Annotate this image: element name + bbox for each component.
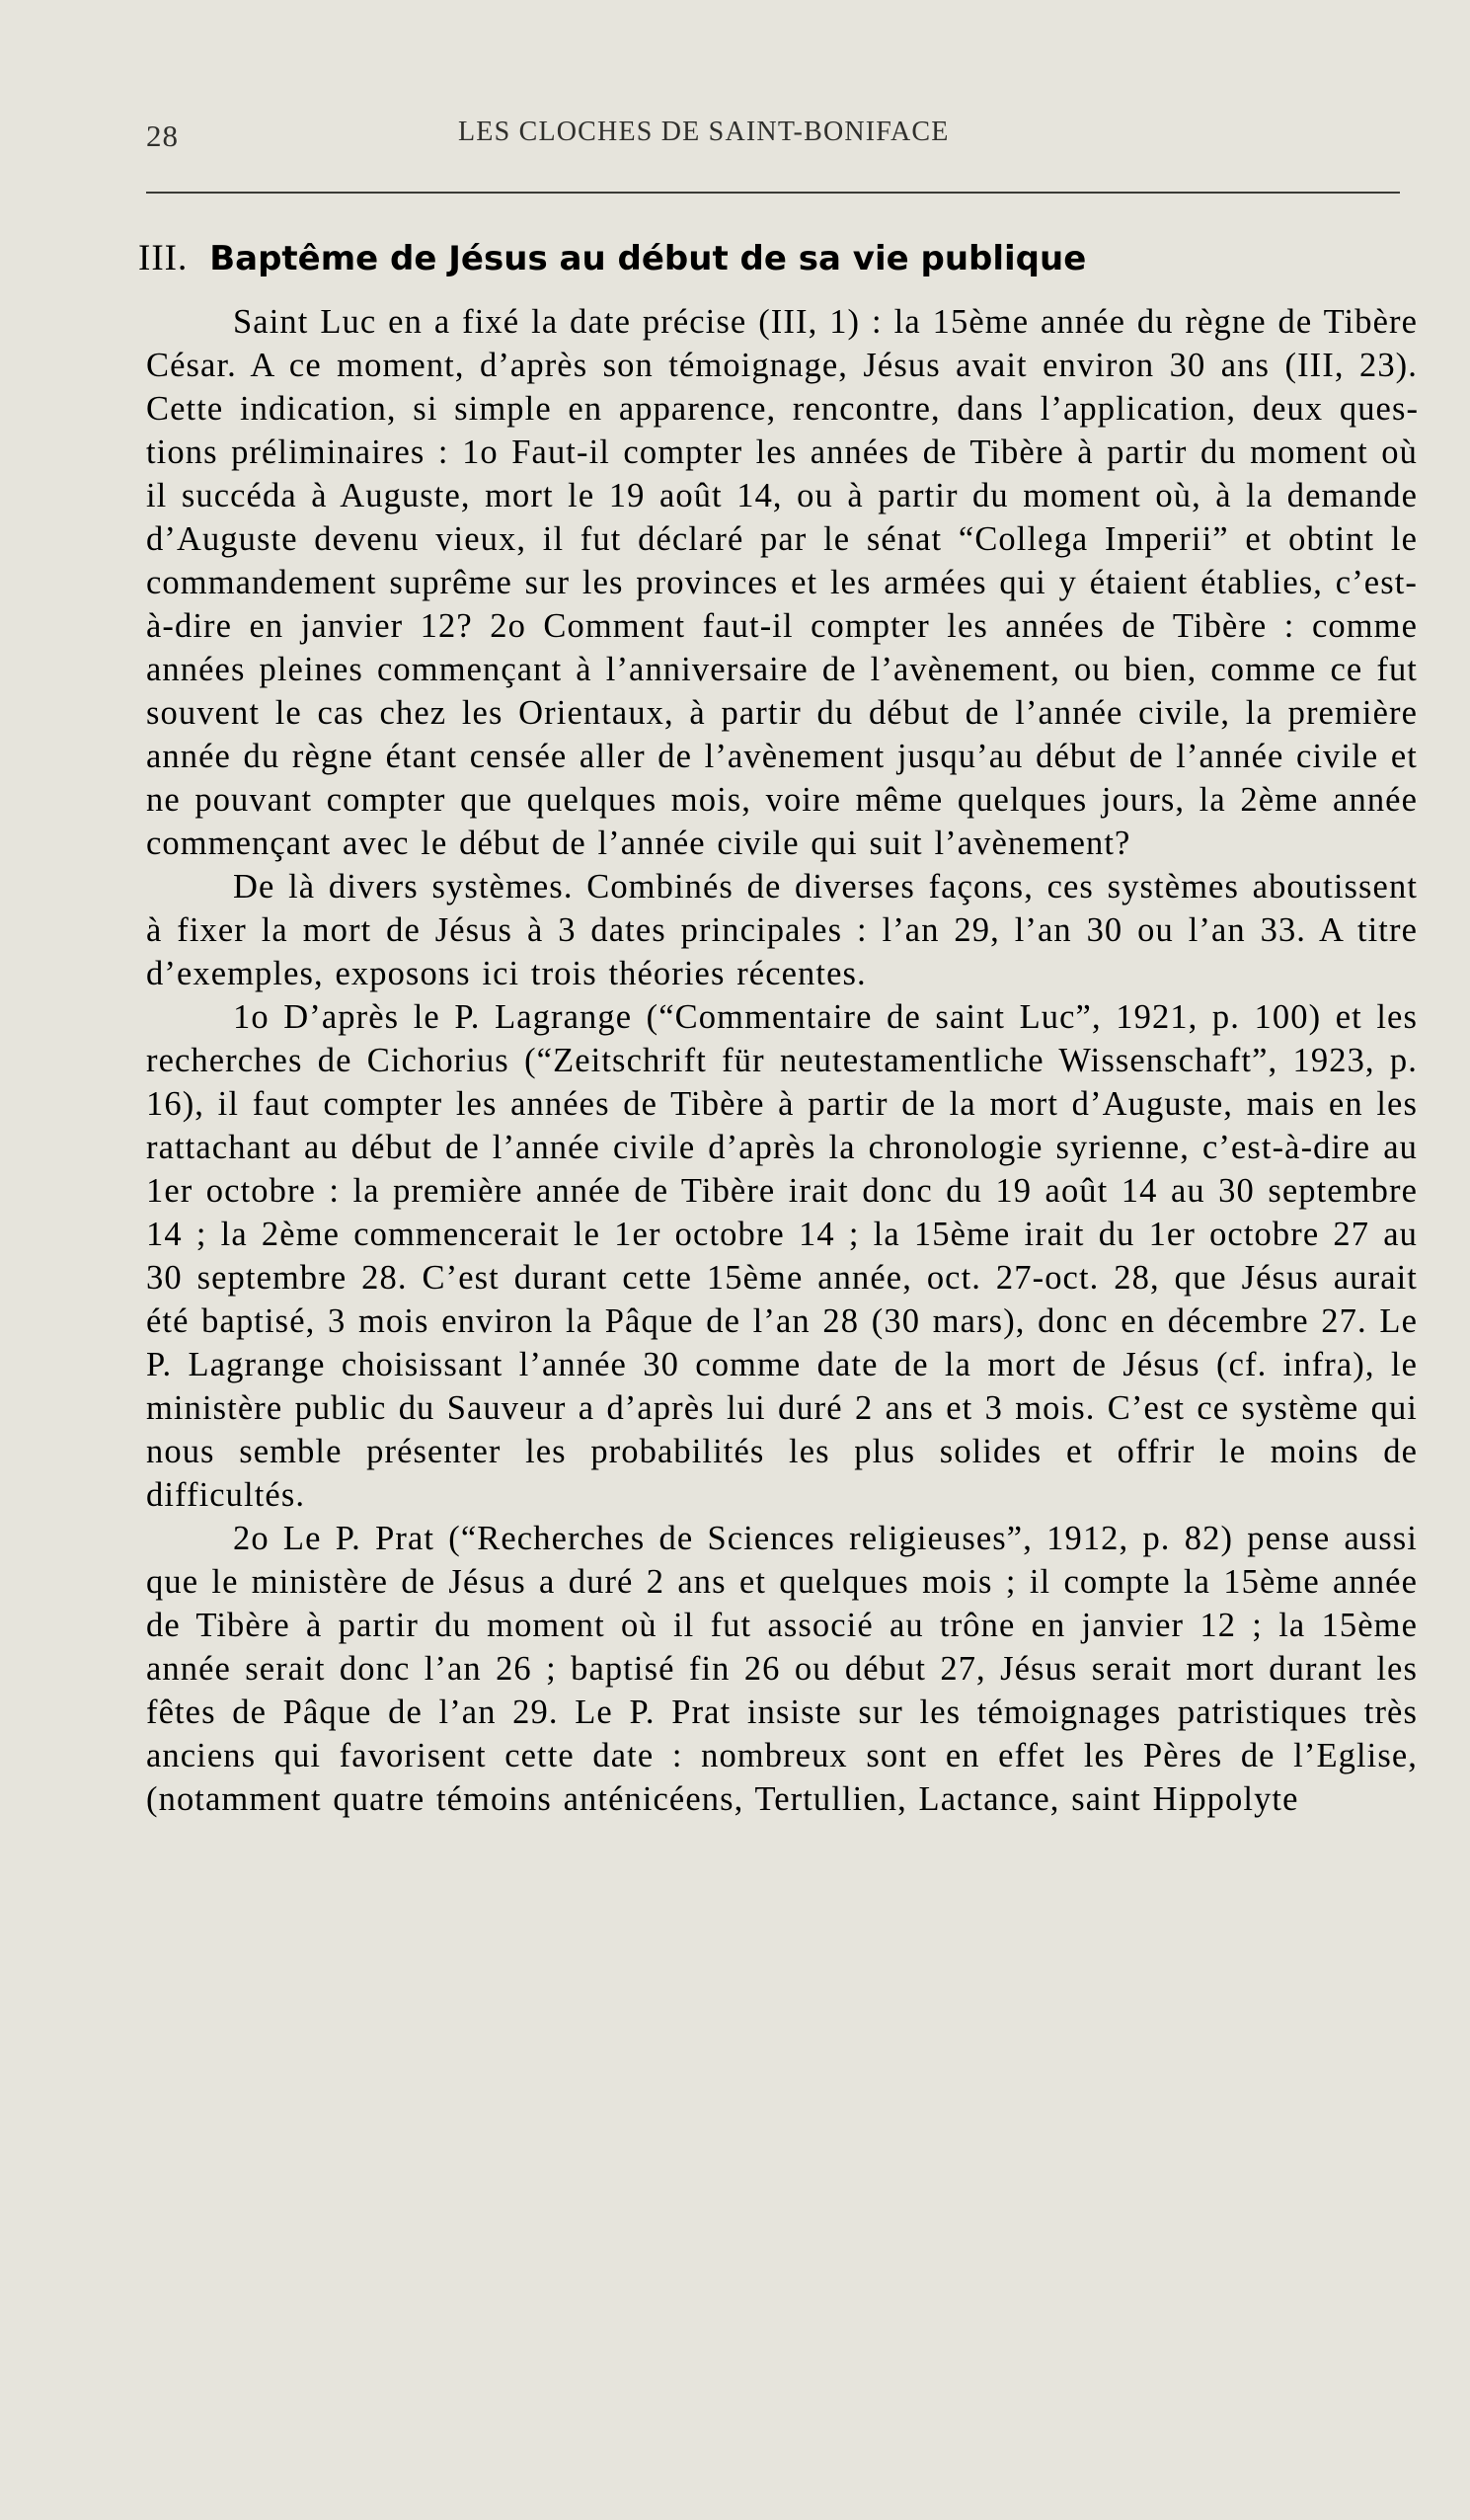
page-number: 28 bbox=[146, 118, 179, 153]
section-number: III. bbox=[138, 238, 189, 278]
paragraph: Saint Luc en a fixé la date précise (III, 1) : la 15ème année du règne de Tibère César. A ce moment, d’après son témoignage, Jésus avait environ 30 ans (III, 23). Cette indication, si simple en apparence, rencontre, dans l’application, deux questions préliminaires : 1o Faut-il compter les années de Tibère à partir du moment où il succéda à Auguste, mort le 19 août 14, ou à partir du moment où, à la demande d’Auguste devenu vieux, il fut déclaré par le sénat “Collega Imperii” et obtint le commandement suprême sur les provinces et les armées qui y étaient établies, c’est-à-dire en janvier 12? 2o Comment faut-il compter les années de Tibère : comme années pleines commençant à l’anniversaire de l’avènement, ou bien, comme ce fut souvent le cas chez les Orientaux, à partir du début de l’année civile, la première année du règne étant censée aller de l’avènement jusqu’au début de l’année civile et ne pouvant compter que quelques mois, voire même quelques jours, la 2ème année commençant avec le début de l’année civile qui suit l’avènement? bbox=[146, 303, 1418, 862]
running-title: LES CLOCHES DE SAINT-BONIFACE bbox=[458, 117, 950, 147]
paragraph: 2o Le P. Prat (“Recherches de Sciences religieuses”, 1912, p. 82) pense aussi que le ministère de Jésus a duré 2 ans et quelques mois ; il compte la 15ème année de Tibère à partir du moment où il fut associé au trône en janvier 12 ; la 15ème année serait donc l’an 26 ; baptisé fin 26 ou début 27, Jésus serait mort durant les fêtes de Pâque de l’an 29. Le P. Prat insiste sur les témoignages patristiques très anciens qui favorisent cette date : nombreux sont en effet les Pères de l’Eglise, (notamment quatre témoins anténicéens, Tertullien, Lactance, saint Hippolyte bbox=[146, 1520, 1418, 1818]
paragraph: 1o D’après le P. Lagrange (“Commentaire de saint Luc”, 1921, p. 100) et les recherches de Cichorius (“Zeitschrift für neutestamentliche Wissenschaft”, 1923, p. 16), il faut compter les années de Tibère à partir de la mort d’Auguste, mais en les rattachant au début de l’année civile d’après la chronologie syrienne, c’est-à-dire au 1er octobre : la première année de Tibère irait donc du 19 août 14 au 30 septembre 14 ; la 2ème commencerait le 1er octobre 14 ; la 15ème irait du 1er octobre 27 au 30 septembre 28. C’est durant cette 15ème année, oct. 27-oct. 28, que Jésus aurait été baptisé, 3 mois environ la Pâque de l’an 28 (30 mars), donc en décembre 27. Le P. Lagrange choisissant l’année 30 comme date de la mort de Jésus (cf. infra), le ministère public du Sauveur a d’après lui duré 2 ans et 3 mois. C’est ce système qui nous semble présenter les probabilités les plus solides et offrir le moins de difficultés. bbox=[146, 998, 1418, 1514]
paragraph: De là divers systèmes. Combinés de diverses façons, ces systèmes aboutissent à fixer la mort de Jésus à 3 dates principales : l’an 29, l’an 30 ou l’an 33. A titre d’exemples, exposons ici trois théories récentes. bbox=[146, 868, 1418, 992]
section-title: Baptême de Jésus au début de sa vie publique bbox=[209, 239, 1087, 278]
section-heading bbox=[138, 237, 1086, 279]
running-head bbox=[146, 111, 1421, 160]
header-rule bbox=[146, 192, 1400, 194]
body-text bbox=[146, 300, 1418, 1821]
